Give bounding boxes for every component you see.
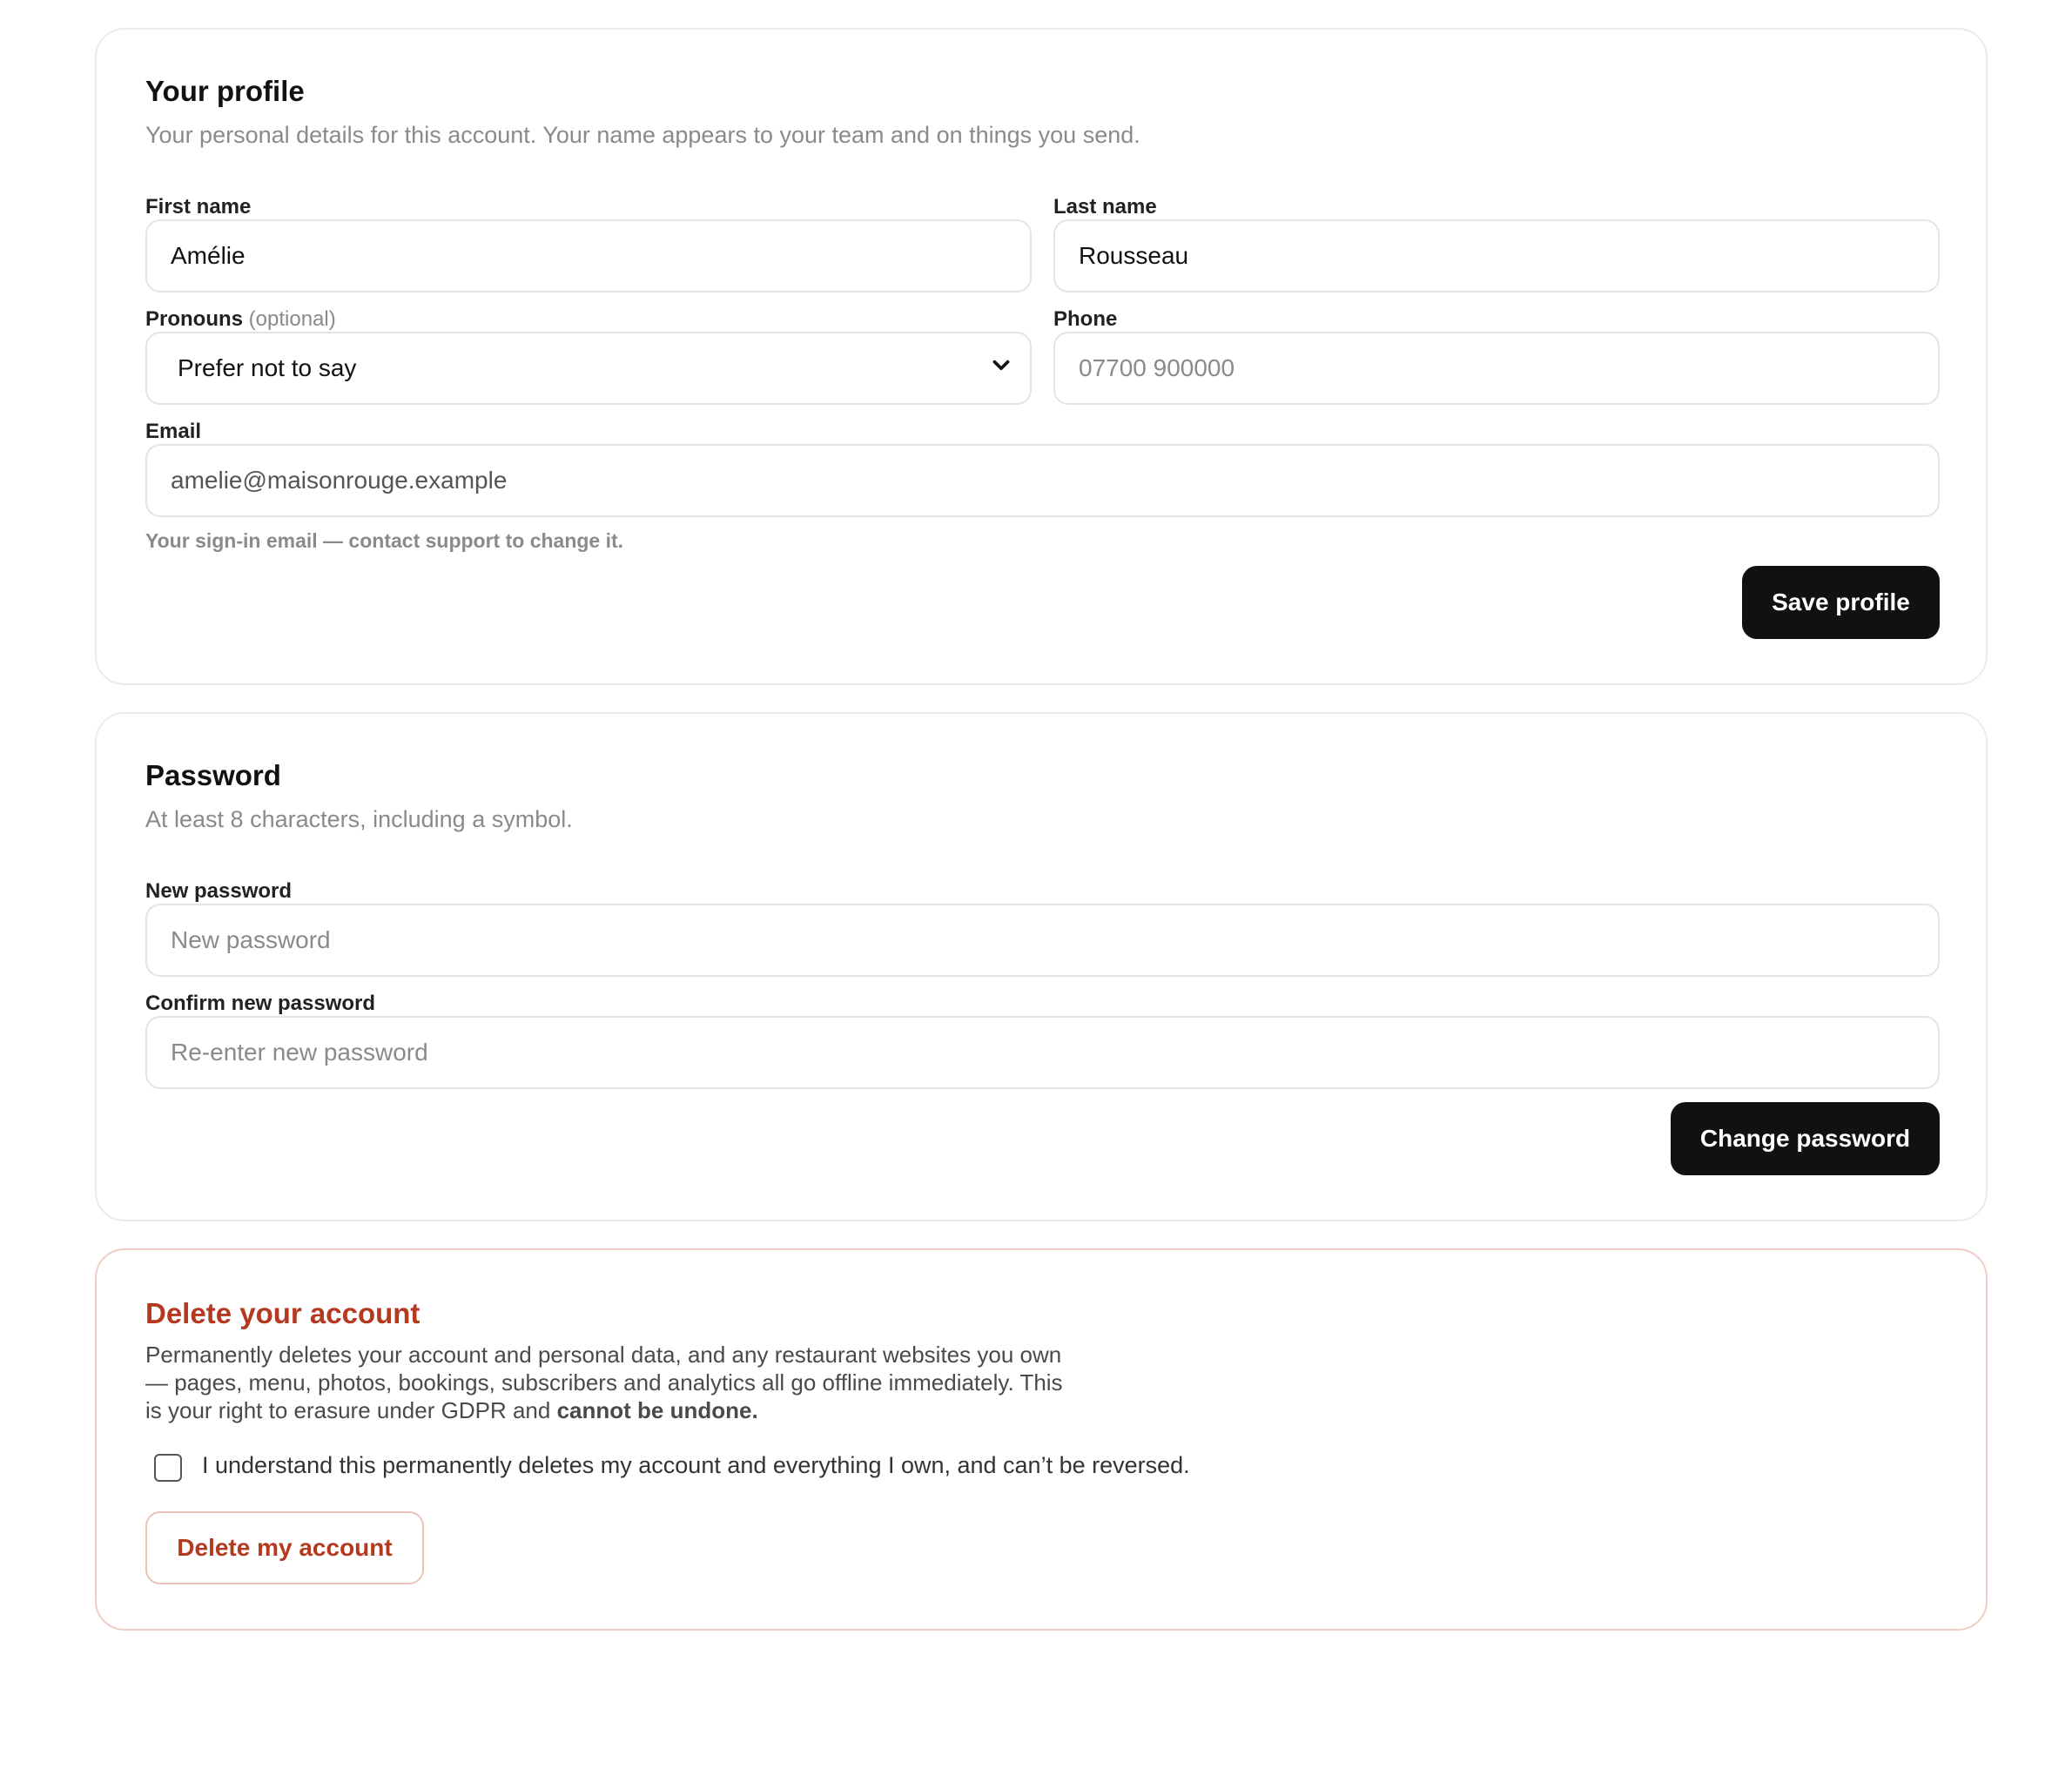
- first-name-field[interactable]: [145, 219, 1032, 293]
- email-hint: Your sign-in email — contact support to change it.: [145, 529, 624, 552]
- password-title: Password: [145, 759, 281, 791]
- phone-field[interactable]: [1053, 332, 1940, 405]
- first-name-label: First name: [145, 195, 252, 219]
- confirm-password-label: Confirm new password: [145, 992, 376, 1015]
- pronouns-label: [145, 307, 336, 332]
- pronouns-selected-value: Prefer not to say: [178, 354, 357, 381]
- profile-card: [95, 28, 1988, 685]
- last-name-label: Last name: [1053, 195, 1157, 219]
- password-subtitle: At least 8 characters, including a symbol.: [145, 806, 573, 832]
- password-card: [95, 712, 1988, 1221]
- confirm-password-field[interactable]: [145, 1016, 1940, 1089]
- email-field[interactable]: [145, 444, 1940, 517]
- confirm-delete-label[interactable]: I understand this permanently deletes my account and everything I own, and can’t be reversed.: [202, 1452, 1190, 1478]
- confirm-password-placeholder: Re-enter new password: [171, 1039, 428, 1066]
- first-name-value: Amélie: [171, 242, 246, 269]
- delete-account-title: Delete your account: [145, 1297, 420, 1329]
- delete-account-card: [95, 1248, 1988, 1631]
- new-password-field[interactable]: [145, 904, 1940, 977]
- profile-title: Your profile: [145, 75, 305, 107]
- pronouns-label-text: Pronouns: [145, 307, 243, 331]
- delete-description-text: Permanently deletes your account and personal data, and any restaurant websites you own — pages, menu, photos, bookings, subscribers and analytics all go offline immediately. This is your right to erasure under GDPR and: [145, 1342, 1063, 1423]
- pronouns-optional-text: (optional): [248, 307, 336, 331]
- email-value: amelie@maisonrouge.example: [171, 467, 508, 494]
- profile-subtitle: Your personal details for this account. Your name appears to your team and on things you send.: [145, 122, 1140, 148]
- phone-label: Phone: [1053, 307, 1118, 331]
- phone-placeholder: 07700 900000: [1079, 354, 1235, 381]
- delete-account-button[interactable]: Delete my account: [145, 1511, 424, 1584]
- change-password-button[interactable]: Change password: [1671, 1102, 1940, 1175]
- delete-account-description: [145, 1341, 1068, 1424]
- last-name-value: Rousseau: [1079, 242, 1189, 269]
- new-password-placeholder: New password: [171, 926, 331, 953]
- chevron-down-icon: [990, 354, 1012, 383]
- pronouns-select[interactable]: [145, 332, 1032, 405]
- save-profile-button[interactable]: Save profile: [1742, 566, 1940, 639]
- delete-description-emphasis: cannot be undone.: [556, 1397, 758, 1423]
- confirm-delete-checkbox[interactable]: [154, 1454, 182, 1482]
- email-label: Email: [145, 420, 202, 443]
- last-name-field[interactable]: [1053, 219, 1940, 293]
- new-password-label: New password: [145, 879, 293, 903]
